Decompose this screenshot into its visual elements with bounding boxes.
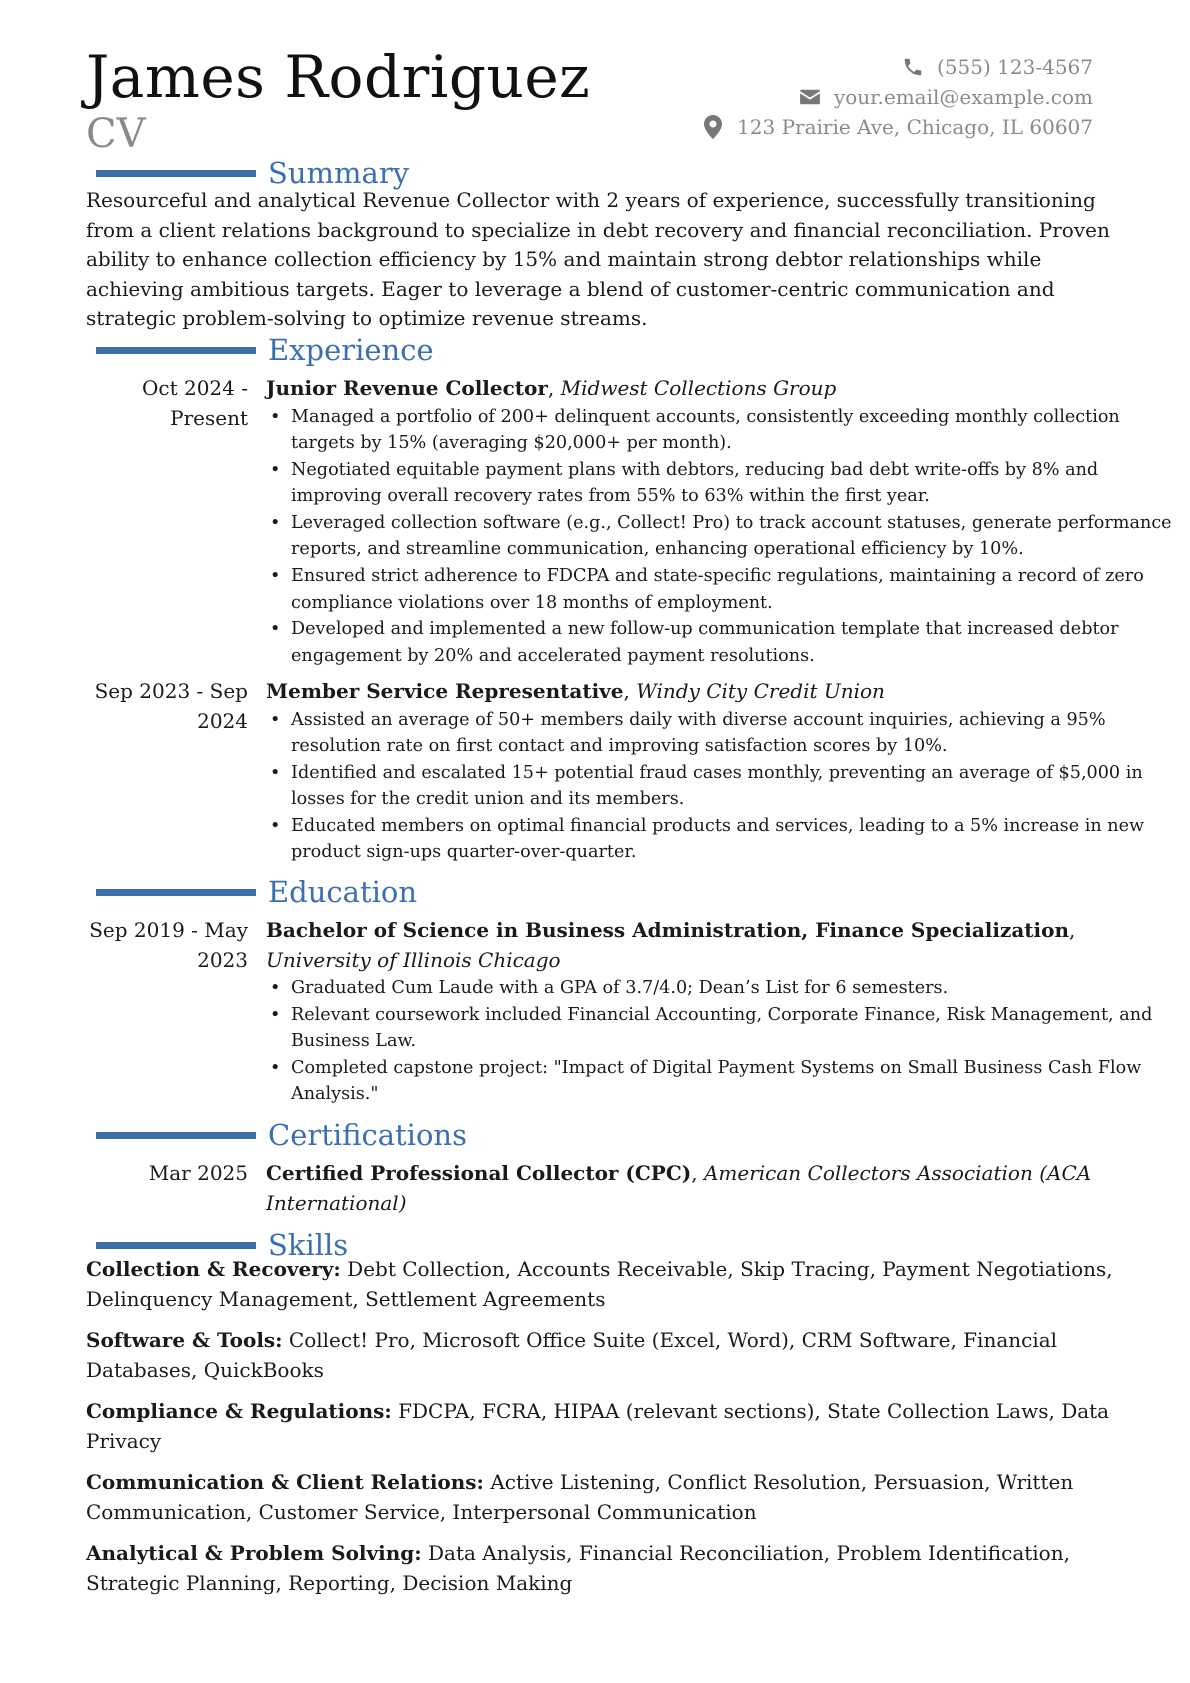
list-item: • Assisted an average of 50+ members daily with diverse account inquiries, achieving a 95% resolution rate on first contact and improving satisfaction scores by 10%.	[266, 707, 1186, 760]
skill-items: Data Analysis, Financial Reconciliation, Problem Identification, Strategic Planning, Reporting, Decision Making	[86, 1541, 1070, 1595]
entry-date: Sep 2023 - Sep 2024	[94, 679, 248, 733]
section-title: Summary	[268, 156, 410, 190]
envelope-icon	[798, 85, 822, 109]
entry-title: Junior Revenue Collector	[266, 376, 548, 400]
list-item: • Ensured strict adherence to FDCPA and state-specific regulations, maintaining a record of zero compliance violations over 18 months of employment.	[266, 563, 1186, 616]
entry-title: Member Service Representative	[266, 679, 624, 703]
entry-org: Midwest Collections Group	[560, 376, 837, 400]
skill-items: FDCPA, FCRA, HIPAA (relevant sections), State Collection Laws, Data Privacy	[86, 1399, 1110, 1453]
section-rule	[96, 347, 256, 354]
skill-label: Communication & Client Relations:	[86, 1470, 484, 1494]
skill-label: Analytical & Problem Solving:	[86, 1541, 422, 1565]
skill-label: Software & Tools:	[86, 1328, 283, 1352]
bullet-list	[266, 404, 1186, 670]
section-rule	[96, 1132, 256, 1139]
section-rule	[96, 1242, 256, 1249]
section-title: Skills	[268, 1228, 349, 1262]
entry-heading: Bachelor of Science in Business Administration, Finance Specialization, University of Illinois Chicago	[266, 918, 1076, 972]
skill-group	[86, 1397, 1116, 1456]
entry-body	[266, 1159, 1186, 1218]
skill-items: Active Listening, Conflict Resolution, Persuasion, Written Communication, Customer Service, Interpersonal Communication	[86, 1470, 1074, 1524]
list-item: • Developed and implemented a new follow-up communication template that increased debtor engagement by 20% and accelerated payment resolutions.	[266, 616, 1186, 669]
entry-date: Mar 2025	[148, 1161, 248, 1185]
summary-text: Resourceful and analytical Revenue Collector with 2 years of experience, successfully transitioning from a client relations background to specialize in debt recovery and financial reconciliation. Proven ability to enhance collection efficiency by 15% and maintain strong debtor relationships while achieving ambitious targets. Eager to leverage a blend of customer-centric communication and strategic problem-solving to optimize revenue streams.	[86, 188, 1110, 330]
entry-heading: Junior Revenue Collector, Midwest Collections Group	[266, 376, 837, 400]
skill-label: Collection & Recovery:	[86, 1257, 341, 1281]
contact-block	[701, 52, 1093, 142]
list-item: • Graduated Cum Laude with a GPA of 3.7/4.0; Dean’s List for 6 semesters.	[266, 975, 1186, 1002]
entry-body	[266, 916, 1186, 1108]
phone-icon	[901, 55, 925, 79]
entry-date: Oct 2024 - Present	[141, 376, 248, 430]
entry-title: Bachelor of Science in Business Administration, Finance Specialization	[266, 918, 1070, 942]
skill-group	[86, 1539, 1116, 1598]
skill-group	[86, 1468, 1116, 1527]
document-subtitle: CV	[86, 111, 146, 157]
entry-org: American Collectors Association (ACA International)	[266, 1161, 1092, 1215]
list-item: • Negotiated equitable payment plans with debtors, reducing bad debt write-offs by 8% and improving overall recovery rates from 55% to 63% within the first year.	[266, 457, 1186, 510]
bullet-list	[266, 707, 1186, 867]
section-title: Experience	[268, 333, 434, 367]
certifications-heading	[96, 1117, 467, 1153]
contact-address: 123 Prairie Ave, Chicago, IL 60607	[737, 115, 1093, 139]
experience-heading	[96, 332, 434, 368]
candidate-name: James Rodriguez	[86, 43, 591, 111]
skill-group	[86, 1326, 1116, 1385]
list-item: • Identified and escalated 15+ potential fraud cases monthly, preventing an average of $5,000 in losses for the credit union and its members.	[266, 760, 1186, 813]
list-item: • Leveraged collection software (e.g., Collect! Pro) to track account statuses, generate performance reports, and streamline communication, enhancing operational efficiency by 10%.	[266, 510, 1186, 563]
bullet-list	[266, 975, 1186, 1108]
education-heading	[96, 874, 417, 910]
section-rule	[96, 889, 256, 896]
contact-phone: (555) 123-4567	[937, 55, 1093, 79]
section-title: Certifications	[268, 1118, 467, 1152]
section-title: Education	[268, 875, 418, 909]
contact-email-row	[701, 82, 1093, 112]
entry-org: University of Illinois Chicago	[266, 947, 561, 972]
entry-heading: Member Service Representative, Windy City Credit Union	[266, 679, 885, 703]
list-item: • Educated members on optimal financial products and services, leading to a 5% increase in new product sign-ups quarter-over-quarter.	[266, 813, 1186, 866]
entry-body	[266, 374, 1186, 669]
contact-phone-row	[701, 52, 1093, 82]
entry-heading: Certified Professional Collector (CPC), American Collectors Association (ACA International)	[266, 1161, 1092, 1215]
skill-items: Collect! Pro, Microsoft Office Suite (Excel, Word), CRM Software, Financial Databases, QuickBooks	[86, 1328, 1058, 1382]
map-pin-icon	[701, 115, 725, 139]
section-rule	[96, 170, 256, 177]
skill-items: Debt Collection, Accounts Receivable, Skip Tracing, Payment Negotiations, Delinquency Management, Settlement Agreements	[86, 1257, 1113, 1311]
skill-label: Compliance & Regulations:	[86, 1399, 392, 1423]
entry-org: Windy City Credit Union	[636, 679, 885, 703]
list-item: • Relevant coursework included Financial Accounting, Corporate Finance, Risk Management, and Business Law.	[266, 1002, 1186, 1055]
contact-address-row	[701, 112, 1093, 142]
entry-date: Sep 2019 - May 2023	[89, 918, 248, 972]
entry-body	[266, 677, 1186, 866]
list-item: • Managed a portfolio of 200+ delinquent accounts, consistently exceeding monthly collection targets by 15% (averaging $20,000+ per month).	[266, 404, 1186, 457]
contact-email: your.email@example.com	[833, 85, 1093, 109]
list-item: • Completed capstone project: "Impact of Digital Payment Systems on Small Business Cash Flow Analysis."	[266, 1055, 1186, 1108]
entry-title: Certified Professional Collector (CPC)	[266, 1161, 692, 1185]
skill-group	[86, 1255, 1116, 1314]
